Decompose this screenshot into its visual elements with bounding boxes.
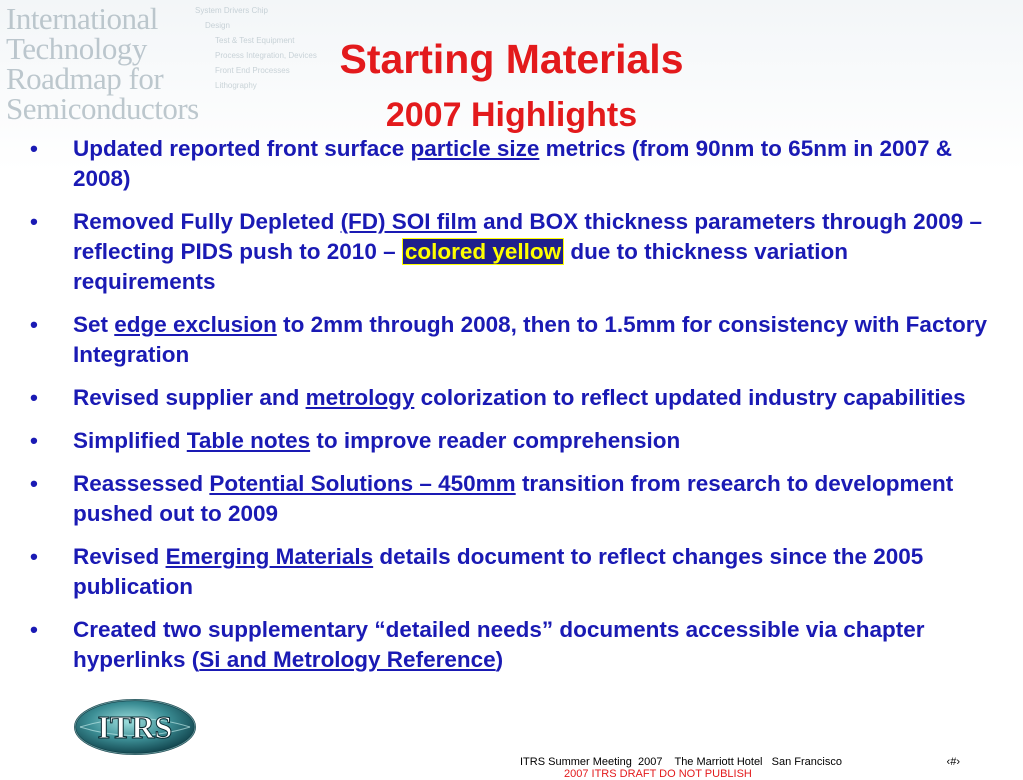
list-item bbox=[28, 207, 993, 297]
bullet-marker: • bbox=[30, 471, 38, 496]
slide-number: ‹#› bbox=[946, 756, 960, 768]
bullet-marker: • bbox=[30, 209, 38, 234]
bullet-text: Set bbox=[73, 312, 115, 337]
bullet-text: to improve reader comprehension bbox=[310, 428, 681, 453]
bullet-text: Removed Fully Depleted bbox=[73, 209, 341, 234]
footer-meeting-info: ITRS Summer Meeting 2007 The Marriott Hotel San Francisco bbox=[520, 756, 842, 768]
slide-footer bbox=[520, 756, 960, 780]
draft-notice: 2007 ITRS DRAFT DO NOT PUBLISH bbox=[564, 768, 752, 780]
watermark-menu-item: Process Integration, Devices bbox=[215, 51, 317, 60]
watermark-line: Roadmap for bbox=[6, 61, 164, 96]
bullet-text: to 2mm through 2008, then to 1.5mm for consistency with Factory Integration bbox=[73, 312, 987, 367]
list-item bbox=[28, 615, 993, 675]
bullet-text: due to thickness variation requirements bbox=[73, 239, 848, 294]
link-table-notes[interactable]: Table notes bbox=[186, 428, 311, 453]
watermark-menu-item: System Drivers Chip bbox=[195, 6, 268, 15]
bullet-text: details document to reflect changes since the 2005 publication bbox=[73, 544, 924, 599]
bullet-marker: • bbox=[30, 136, 38, 161]
bullet-marker: • bbox=[30, 428, 38, 453]
watermark-line: Semiconductors bbox=[6, 91, 199, 126]
list-item bbox=[28, 310, 993, 370]
colored-yellow-badge: colored yellow bbox=[402, 238, 564, 265]
link-metrology[interactable]: metrology bbox=[305, 385, 415, 410]
watermark-line: International bbox=[6, 1, 158, 36]
list-item bbox=[28, 469, 993, 529]
bullet-text: ) bbox=[495, 647, 504, 672]
bullet-text: Reassessed bbox=[73, 471, 210, 496]
link-potential-solutions-450mm[interactable]: Potential Solutions – 450mm bbox=[209, 471, 516, 496]
link-fd-soi-film[interactable]: (FD) SOI film bbox=[340, 209, 477, 234]
watermark-menu-item: Front End Processes bbox=[215, 66, 290, 75]
bullet-text: Created two supplementary “detailed needs” documents accessible via chapter hyperlinks ( bbox=[73, 617, 925, 672]
list-item bbox=[28, 542, 993, 602]
watermark-line: Technology bbox=[6, 31, 147, 66]
bullet-text: Simplified bbox=[73, 428, 187, 453]
highlights-list bbox=[28, 134, 993, 688]
link-emerging-materials[interactable]: Emerging Materials bbox=[165, 544, 374, 569]
bullet-text: and BOX thickness parameters through 2009 – reflecting PIDS push to 2010 – bbox=[73, 209, 982, 264]
list-item bbox=[28, 426, 993, 456]
link-edge-exclusion[interactable]: edge exclusion bbox=[114, 312, 277, 337]
slide-subtitle: 2007 Highlights bbox=[385, 96, 638, 134]
bullet-marker: • bbox=[30, 617, 38, 642]
bullet-marker: • bbox=[30, 544, 38, 569]
bullet-text: Updated reported front surface bbox=[73, 136, 411, 161]
list-item bbox=[28, 383, 993, 413]
logo-text: ITRS bbox=[97, 709, 173, 745]
bullet-text: Revised bbox=[73, 544, 166, 569]
link-si-metrology-reference[interactable]: Si and Metrology Reference bbox=[199, 647, 496, 672]
link-particle-size[interactable]: particle size bbox=[410, 136, 540, 161]
list-item bbox=[28, 134, 993, 194]
itrs-logo bbox=[70, 698, 200, 756]
bullet-text: colorization to reflect updated industry capabilities bbox=[414, 385, 966, 410]
bullet-text: Revised supplier and bbox=[73, 385, 306, 410]
watermark-menu-item: Design bbox=[205, 21, 230, 30]
bullet-text: metrics (from 90nm to 65nm in 2007 & 2008) bbox=[73, 136, 953, 191]
bullet-text: transition from research to development pushed out to 2009 bbox=[73, 471, 954, 526]
watermark-menu-item: Lithography bbox=[215, 81, 257, 90]
bullet-marker: • bbox=[30, 385, 38, 410]
slide-title: Starting Materials bbox=[339, 36, 684, 82]
bullet-marker: • bbox=[30, 312, 38, 337]
itrs-globe-icon bbox=[70, 698, 200, 756]
watermark-menu-item: Test & Test Equipment bbox=[215, 36, 295, 45]
